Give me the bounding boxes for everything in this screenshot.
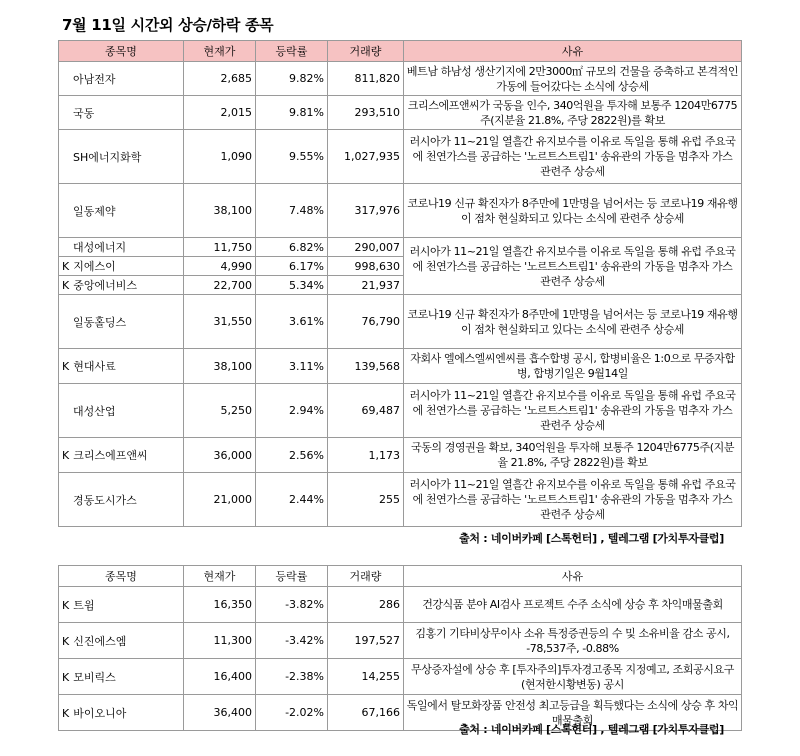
- price-cell: 22,700: [184, 276, 256, 295]
- rising-table-body: [59, 62, 742, 527]
- stock-name: 트윔: [73, 598, 95, 612]
- reason-cell: 자회사 엘에스엘씨엔씨를 흡수합병 공시, 합병비율은 1:0으로 무증자합병, 합병기일은 9월14일: [404, 349, 742, 384]
- stock-name: SH에너지화학: [73, 150, 142, 164]
- stock-name: 크리스에프앤씨: [73, 449, 148, 462]
- table-row: [59, 438, 742, 473]
- source-note: 출처 : 네이버카페 [스톡헌터] , 텔레그램 [가치투자클럽]: [459, 723, 724, 736]
- stock-name-cell: [59, 130, 184, 184]
- reason-cell: 러시아가 11~21일 열흘간 유지보수를 이유로 독일을 통해 유럽 주요국에 천연가스를 공급하는 '노르트스트림1' 송유관의 가동을 멈추자 가스 관련주 상승세: [404, 130, 742, 184]
- rate-cell: 6.17%: [256, 257, 328, 276]
- table-row: [59, 130, 742, 184]
- price-cell: 38,100: [184, 184, 256, 238]
- header-price: 현재가: [184, 41, 256, 62]
- volume-cell: 290,007: [328, 238, 404, 257]
- market-prefix: K: [62, 360, 70, 373]
- stock-name-cell: [59, 438, 184, 473]
- stock-name: 대성산업: [73, 404, 116, 418]
- price-cell: 5,250: [184, 384, 256, 438]
- rate-cell: -3.82%: [256, 587, 328, 623]
- header-reason: 사유: [404, 566, 742, 587]
- reason-cell: 무상증자설에 상승 후 [투자주의]투자경고종목 지정예고, 조회공시요구(현저한시황변동) 공시: [404, 659, 742, 695]
- table-row: [59, 96, 742, 130]
- price-cell: 16,400: [184, 659, 256, 695]
- reason-cell: 러시아가 11~21일 열흘간 유지보수를 이유로 독일을 통해 유럽 주요국에 천연가스를 공급하는 '노르트스트림1' 송유관의 가동을 멈추자 가스 관련주 상승세: [404, 473, 742, 527]
- table-row: [59, 384, 742, 438]
- reason-cell: 크리스에프앤씨가 국동을 인수, 340억원을 투자해 보통주 1204만6775주(지분율 21.8%, 주당 2822원)를 확보: [404, 96, 742, 130]
- volume-cell: 67,166: [328, 695, 404, 731]
- header-name: 종목명: [59, 41, 184, 62]
- market-prefix: K: [62, 449, 70, 462]
- price-cell: 21,000: [184, 473, 256, 527]
- table-row: [59, 238, 742, 257]
- rate-cell: 2.44%: [256, 473, 328, 527]
- stock-name-cell: [59, 257, 184, 276]
- stock-name-cell: [59, 349, 184, 384]
- stock-name-cell: [59, 695, 184, 731]
- stock-name-cell: [59, 659, 184, 695]
- price-cell: 2,685: [184, 62, 256, 96]
- stock-name: 일동홀딩스: [73, 315, 127, 329]
- header-rate: 등락률: [256, 566, 328, 587]
- volume-cell: 1,173: [328, 438, 404, 473]
- stock-name-cell: [59, 96, 184, 130]
- market-prefix: K: [62, 634, 70, 648]
- reason-cell: 국동의 경영권을 확보, 340억원을 투자해 보통주 1204만6775주(지분율 21.8%, 주당 2822원)를 확보: [404, 438, 742, 473]
- stock-name: 아남전자: [73, 72, 116, 86]
- rising-stocks-table: [58, 40, 742, 527]
- volume-cell: 811,820: [328, 62, 404, 96]
- stock-name: 일동제약: [73, 204, 116, 218]
- rate-cell: 3.11%: [256, 349, 328, 384]
- volume-cell: 69,487: [328, 384, 404, 438]
- table-row: [59, 349, 742, 384]
- market-prefix: K: [62, 260, 70, 273]
- rate-cell: -2.38%: [256, 659, 328, 695]
- volume-cell: 139,568: [328, 349, 404, 384]
- stock-name-cell: [59, 623, 184, 659]
- header-price: 현재가: [184, 566, 256, 587]
- rate-cell: -2.02%: [256, 695, 328, 731]
- stock-name: 대성에너지: [73, 241, 127, 254]
- page-title: 7월 11일 시간외 상승/하락 종목: [62, 16, 274, 34]
- stock-name: 국동: [73, 106, 95, 120]
- stock-name-cell: [59, 295, 184, 349]
- rate-cell: 3.61%: [256, 295, 328, 349]
- source-note: 출처 : 네이버카페 [스톡헌터] , 텔레그램 [가치투자클럽]: [459, 532, 724, 545]
- reason-cell: 건강식품 분야 AI검사 프로젝트 수주 소식에 상승 후 차익매물출회: [404, 587, 742, 623]
- rate-cell: 9.82%: [256, 62, 328, 96]
- rate-cell: 2.94%: [256, 384, 328, 438]
- rate-cell: 5.34%: [256, 276, 328, 295]
- rate-cell: 9.81%: [256, 96, 328, 130]
- table-row: [59, 473, 742, 527]
- stock-name: 모비릭스: [73, 670, 116, 684]
- table-row: [59, 184, 742, 238]
- price-cell: 38,100: [184, 349, 256, 384]
- price-cell: 16,350: [184, 587, 256, 623]
- table-row: [59, 659, 742, 695]
- reason-cell: 코로나19 신규 확진자가 8주만에 1만명을 넘어서는 등 코로나19 재유행이 점차 현실화되고 있다는 소식에 관련주 상승세: [404, 184, 742, 238]
- reason-cell: 코로나19 신규 확진자가 8주만에 1만명을 넘어서는 등 코로나19 재유행이 점차 현실화되고 있다는 소식에 관련주 상승세: [404, 295, 742, 349]
- price-cell: 1,090: [184, 130, 256, 184]
- stock-name: 현대사료: [73, 360, 116, 373]
- stock-name-cell: [59, 384, 184, 438]
- falling-stocks-table: [58, 565, 742, 731]
- stock-name: 경동도시가스: [73, 493, 137, 507]
- volume-cell: 21,937: [328, 276, 404, 295]
- reason-cell: 러시아가 11~21일 열흘간 유지보수를 이유로 독일을 통해 유럽 주요국에 천연가스를 공급하는 '노르트스트림1' 송유관의 가동을 멈추자 가스 관련주 상승세: [404, 238, 742, 295]
- volume-cell: 286: [328, 587, 404, 623]
- header-volume: 거래량: [328, 566, 404, 587]
- price-cell: 2,015: [184, 96, 256, 130]
- rate-cell: 6.82%: [256, 238, 328, 257]
- price-cell: 11,750: [184, 238, 256, 257]
- rate-cell: 2.56%: [256, 438, 328, 473]
- reason-cell: 독일에서 탈모화장품 안전성 최고등급을 획득했다는 소식에 상승 후 차익매물출회: [404, 695, 742, 731]
- rate-cell: 7.48%: [256, 184, 328, 238]
- volume-cell: 14,255: [328, 659, 404, 695]
- stock-name-cell: [59, 184, 184, 238]
- stock-name: 지에스이: [73, 260, 116, 273]
- market-prefix: K: [62, 670, 70, 684]
- falling-table-body: [59, 587, 742, 731]
- price-cell: 36,000: [184, 438, 256, 473]
- stock-name-cell: [59, 473, 184, 527]
- table-header-row: [59, 41, 742, 62]
- stock-name-cell: [59, 238, 184, 257]
- market-prefix: K: [62, 598, 70, 612]
- reason-cell: 김홍기 기타비상무이사 소유 특정증권등의 수 및 소유비율 감소 공시, -78,537주, -0.88%: [404, 623, 742, 659]
- stock-name-cell: [59, 587, 184, 623]
- price-cell: 31,550: [184, 295, 256, 349]
- header-name: 종목명: [59, 566, 184, 587]
- volume-cell: 293,510: [328, 96, 404, 130]
- reason-cell: 러시아가 11~21일 열흘간 유지보수를 이유로 독일을 통해 유럽 주요국에 천연가스를 공급하는 '노르트스트림1' 송유관의 가동을 멈추자 가스 관련주 상승세: [404, 384, 742, 438]
- market-prefix: K: [62, 706, 70, 720]
- stock-name: 신진에스엠: [73, 634, 127, 648]
- table-row: [59, 587, 742, 623]
- header-reason: 사유: [404, 41, 742, 62]
- stock-name-cell: [59, 276, 184, 295]
- volume-cell: 197,527: [328, 623, 404, 659]
- price-cell: 4,990: [184, 257, 256, 276]
- rate-cell: 9.55%: [256, 130, 328, 184]
- volume-cell: 317,976: [328, 184, 404, 238]
- stock-name-cell: [59, 62, 184, 96]
- price-cell: 11,300: [184, 623, 256, 659]
- table-row: [59, 295, 742, 349]
- rate-cell: -3.42%: [256, 623, 328, 659]
- volume-cell: 1,027,935: [328, 130, 404, 184]
- reason-cell: 베트남 하남성 생산기지에 2만3000㎡ 규모의 건물을 증축하고 본격적인 가동에 들어갔다는 소식에 상승세: [404, 62, 742, 96]
- table-row: [59, 623, 742, 659]
- stock-name: 중앙에너비스: [73, 279, 137, 292]
- price-cell: 36,400: [184, 695, 256, 731]
- stock-name: 바이오니아: [73, 706, 127, 720]
- volume-cell: 76,790: [328, 295, 404, 349]
- table-row: [59, 62, 742, 96]
- table-header-row: [59, 566, 742, 587]
- volume-cell: 998,630: [328, 257, 404, 276]
- header-volume: 거래량: [328, 41, 404, 62]
- volume-cell: 255: [328, 473, 404, 527]
- header-rate: 등락률: [256, 41, 328, 62]
- market-prefix: K: [62, 279, 70, 292]
